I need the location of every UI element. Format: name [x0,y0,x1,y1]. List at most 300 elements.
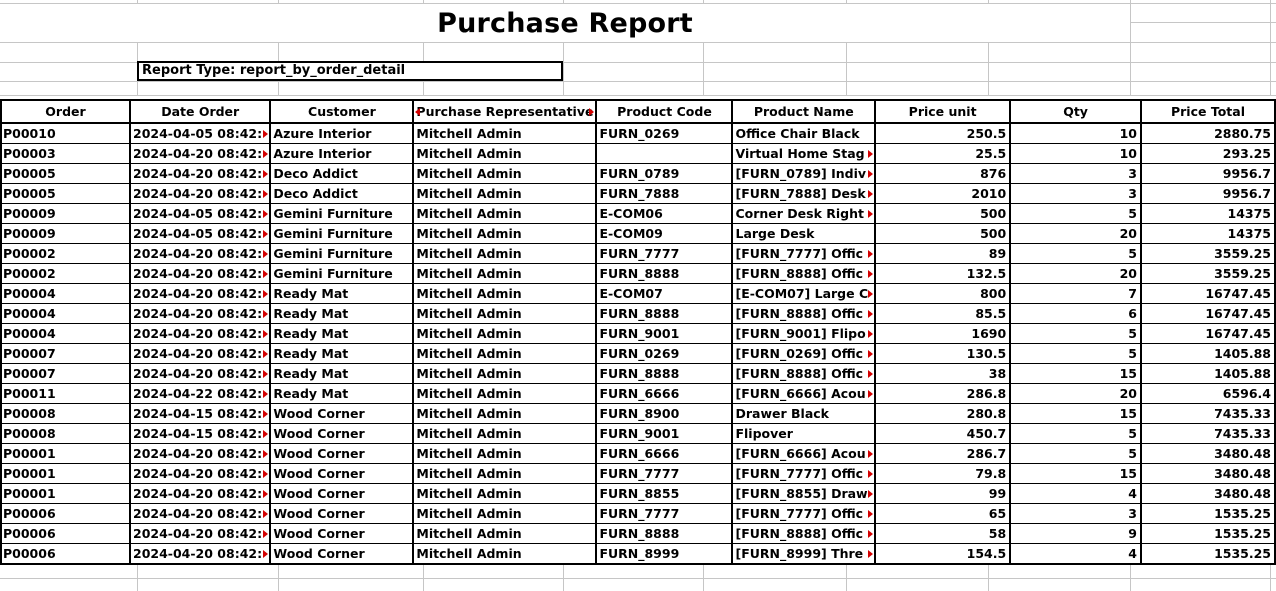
gridline [988,563,989,591]
cell-price-total[interactable]: 2880.75 [1141,123,1275,144]
cell-product-code[interactable]: FURN_6666 [596,384,732,404]
gridline [0,81,1276,82]
cell-qty[interactable]: 20 [1010,224,1141,244]
report-type-label: Report Type: report_by_order_detail [142,63,406,78]
table-row [1,123,1275,144]
cell-product-name[interactable]: [FURN_8855] Draw [732,484,875,504]
overflow-right-icon [868,310,873,318]
cell-price-total[interactable]: 3480.48 [1141,464,1275,484]
cell-price-total[interactable]: 7435.33 [1141,404,1275,424]
cell-order[interactable]: P00009 [1,204,130,224]
cell-order[interactable]: P00002 [1,264,130,284]
cell-price-total[interactable]: 16747.45 [1141,304,1275,324]
overflow-right-icon [263,550,268,558]
cell-purchase-representative[interactable]: Mitchell Admin [413,324,596,344]
cell-product-code[interactable]: FURN_8888 [596,264,732,284]
cell-price-unit[interactable]: 58 [875,524,1010,544]
overflow-right-icon [868,170,873,178]
overflow-right-icon [263,290,268,298]
cell-price-unit[interactable]: 25.5 [875,144,1010,164]
cell-order[interactable]: P00008 [1,404,130,424]
cell-price-total[interactable]: 9956.7 [1141,164,1275,184]
cell-product-code[interactable]: FURN_7777 [596,464,732,484]
overflow-left-icon [415,108,420,116]
cell-product-code[interactable]: FURN_8900 [596,404,732,424]
cell-product-name[interactable]: [FURN_8888] Offic [732,524,875,544]
overflow-right-icon [263,430,268,438]
header-price-unit[interactable]: Price unit [875,100,1010,123]
cell-price-total[interactable]: 1535.25 [1141,544,1275,565]
cell-price-total[interactable]: 3559.25 [1141,264,1275,284]
cell-customer[interactable]: Gemini Furniture [270,224,413,244]
gridline [703,0,704,3]
cell-product-name[interactable]: Virtual Home Stag [732,144,875,164]
cell-qty[interactable]: 5 [1010,444,1141,464]
cell-order[interactable]: P00010 [1,123,130,144]
cell-qty[interactable]: 9 [1010,524,1141,544]
cell-product-name[interactable]: [FURN_7888] Desk [732,184,875,204]
cell-qty[interactable]: 3 [1010,184,1141,204]
header-product-name[interactable]: Product Name [732,100,875,123]
cell-price-unit[interactable]: 500 [875,204,1010,224]
table-row [1,444,1275,464]
cell-customer[interactable]: Gemini Furniture [270,244,413,264]
cell-purchase-representative[interactable]: Mitchell Admin [413,364,596,384]
gridline [988,42,989,95]
cell-qty[interactable]: 3 [1010,164,1141,184]
table-row [1,524,1275,544]
cell-order[interactable]: P00004 [1,304,130,324]
gridline [278,0,279,3]
cell-product-code[interactable]: FURN_0269 [596,344,732,364]
overflow-right-icon [263,490,268,498]
report-title-cell[interactable]: Purchase Report [437,8,693,39]
cell-price-unit[interactable]: 876 [875,164,1010,184]
cell-product-code[interactable] [596,144,732,164]
overflow-right-icon [263,370,268,378]
cell-price-total[interactable]: 7435.33 [1141,424,1275,444]
gridline [0,95,1276,96]
cell-order[interactable]: P00002 [1,244,130,264]
overflow-right-icon [868,290,873,298]
cell-product-name[interactable]: [FURN_7777] Offic [732,244,875,264]
overflow-right-icon [868,390,873,398]
cell-price-total[interactable]: 14375 [1141,204,1275,224]
table-row [1,384,1275,404]
gridline [278,563,279,591]
table-row [1,424,1275,444]
cell-product-name[interactable]: Large Desk [732,224,875,244]
cell-purchase-representative[interactable]: Mitchell Admin [413,524,596,544]
cell-product-name[interactable]: [FURN_0789] Indiv [732,164,875,184]
overflow-right-icon [868,250,873,258]
cell-price-total[interactable]: 3559.25 [1141,244,1275,264]
gridline [846,42,847,95]
cell-qty[interactable]: 6 [1010,304,1141,324]
cell-qty[interactable]: 5 [1010,324,1141,344]
cell-price-total[interactable]: 6596.4 [1141,384,1275,404]
cell-product-name[interactable]: [FURN_8888] Offic [732,264,875,284]
gridline [423,0,424,3]
cell-price-unit[interactable]: 250.5 [875,123,1010,144]
cell-purchase-representative[interactable]: Mitchell Admin [413,264,596,284]
cell-qty[interactable]: 20 [1010,264,1141,284]
header-product-code[interactable]: Product Code [596,100,732,123]
cell-date-order[interactable]: 2024-04-20 08:42: [130,284,270,304]
cell-product-code[interactable]: FURN_7777 [596,244,732,264]
cell-customer[interactable]: Wood Corner [270,404,413,424]
gridline [137,0,138,3]
cell-date-order[interactable]: 2024-04-20 08:42: [130,544,270,565]
cell-price-unit[interactable]: 286.8 [875,384,1010,404]
overflow-right-icon [263,250,268,258]
cell-product-code[interactable]: FURN_0789 [596,164,732,184]
cell-qty[interactable]: 20 [1010,384,1141,404]
overflow-right-icon [868,510,873,518]
table-row [1,224,1275,244]
cell-product-code[interactable]: E-COM06 [596,204,732,224]
cell-product-code[interactable]: FURN_6666 [596,444,732,464]
cell-price-unit[interactable]: 154.5 [875,544,1010,565]
cell-price-total[interactable]: 1405.88 [1141,364,1275,384]
cell-date-order[interactable]: 2024-04-20 08:42: [130,364,270,384]
cell-customer[interactable]: Azure Interior [270,144,413,164]
header-date-order[interactable]: Date Order [130,100,270,123]
report-type-cell[interactable] [137,61,563,81]
cell-order[interactable]: P00008 [1,424,130,444]
cell-date-order[interactable]: 2024-04-20 08:42: [130,464,270,484]
cell-product-name[interactable]: Corner Desk Right [732,204,875,224]
cell-purchase-representative[interactable]: Mitchell Admin [413,464,596,484]
cell-purchase-representative[interactable]: Mitchell Admin [413,444,596,464]
cell-purchase-representative[interactable]: Mitchell Admin [413,484,596,504]
cell-purchase-representative[interactable]: Mitchell Admin [413,224,596,244]
cell-price-unit[interactable]: 79.8 [875,464,1010,484]
cell-price-unit[interactable]: 286.7 [875,444,1010,464]
cell-purchase-representative[interactable]: Mitchell Admin [413,404,596,424]
cell-date-order[interactable]: 2024-04-15 08:42: [130,424,270,444]
cell-date-order[interactable]: 2024-04-20 08:42: [130,444,270,464]
header-purchase-representative[interactable] [413,100,596,123]
cell-order[interactable]: P00006 [1,524,130,544]
cell-purchase-representative[interactable]: Mitchell Admin [413,384,596,404]
gridline [1270,563,1271,591]
cell-price-total[interactable]: 9956.7 [1141,184,1275,204]
overflow-right-icon [263,530,268,538]
cell-qty[interactable]: 10 [1010,144,1141,164]
cell-customer[interactable]: Ready Mat [270,304,413,324]
cell-date-order[interactable]: 2024-04-20 08:42: [130,504,270,524]
header-order[interactable]: Order [1,100,130,123]
cell-qty[interactable]: 5 [1010,244,1141,264]
cell-date-order[interactable]: 2024-04-20 08:42: [130,164,270,184]
cell-customer[interactable]: Wood Corner [270,424,413,444]
cell-product-name[interactable]: [E-COM07] Large C [732,284,875,304]
overflow-right-icon [868,350,873,358]
cell-product-code[interactable]: FURN_9001 [596,424,732,444]
cell-product-name[interactable]: [FURN_6666] Acou [732,444,875,464]
cell-product-name[interactable]: [FURN_9001] Flipo [732,324,875,344]
cell-price-unit[interactable]: 99 [875,484,1010,504]
cell-qty[interactable]: 10 [1010,123,1141,144]
table-row [1,484,1275,504]
cell-order[interactable]: P00001 [1,484,130,504]
cell-purchase-representative[interactable]: Mitchell Admin [413,304,596,324]
cell-date-order[interactable]: 2024-04-20 08:42: [130,484,270,504]
cell-product-code[interactable]: E-COM09 [596,224,732,244]
table-row [1,244,1275,264]
overflow-right-icon [868,330,873,338]
gridline [1130,22,1276,23]
cell-product-code[interactable]: FURN_9001 [596,324,732,344]
cell-customer[interactable]: Wood Corner [270,484,413,504]
cell-date-order[interactable]: 2024-04-05 08:42: [130,123,270,144]
gridline [423,563,424,591]
table-row [1,404,1275,424]
gridline [846,0,847,3]
cell-date-order[interactable]: 2024-04-22 08:42: [130,384,270,404]
overflow-right-icon [868,470,873,478]
overflow-right-icon [263,410,268,418]
cell-purchase-representative[interactable]: Mitchell Admin [413,544,596,565]
table-row [1,344,1275,364]
cell-customer[interactable]: Azure Interior [270,123,413,144]
cell-product-name[interactable]: [FURN_6666] Acou [732,384,875,404]
cell-qty[interactable]: 5 [1010,424,1141,444]
cell-price-total[interactable]: 14375 [1141,224,1275,244]
cell-product-code[interactable]: FURN_8888 [596,364,732,384]
cell-product-code[interactable]: FURN_8888 [596,304,732,324]
overflow-right-icon [263,170,268,178]
cell-date-order[interactable]: 2024-04-05 08:42: [130,224,270,244]
table-row [1,284,1275,304]
gridline [0,578,1276,579]
header-row [1,100,1275,123]
overflow-right-icon [868,190,873,198]
cell-price-unit[interactable]: 65 [875,504,1010,524]
cell-price-total[interactable]: 16747.45 [1141,324,1275,344]
cell-purchase-representative[interactable]: Mitchell Admin [413,144,596,164]
cell-price-unit[interactable]: 89 [875,244,1010,264]
cell-product-name[interactable]: [FURN_0269] Offic [732,344,875,364]
cell-price-unit[interactable]: 85.5 [875,304,1010,324]
cell-purchase-representative[interactable]: Mitchell Admin [413,204,596,224]
gridline [988,0,989,3]
cell-product-name[interactable]: [FURN_8999] Thre [732,544,875,565]
gridline [703,42,704,95]
cell-qty[interactable]: 15 [1010,404,1141,424]
cell-date-order[interactable]: 2024-04-20 08:42: [130,524,270,544]
cell-date-order[interactable]: 2024-04-20 08:42: [130,244,270,264]
cell-order[interactable]: P00007 [1,344,130,364]
cell-customer[interactable]: Deco Addict [270,184,413,204]
cell-purchase-representative[interactable]: Mitchell Admin [413,344,596,364]
cell-qty[interactable]: 15 [1010,364,1141,384]
cell-purchase-representative[interactable]: Mitchell Admin [413,284,596,304]
overflow-right-icon [263,310,268,318]
cell-price-total[interactable]: 3480.48 [1141,444,1275,464]
cell-customer[interactable]: Deco Addict [270,164,413,184]
overflow-right-icon [868,150,873,158]
cell-order[interactable]: P00001 [1,444,130,464]
cell-product-name[interactable]: Flipover [732,424,875,444]
cell-order[interactable]: P00009 [1,224,130,244]
cell-price-unit[interactable]: 38 [875,364,1010,384]
cell-customer[interactable]: Ready Mat [270,344,413,364]
gridline [1130,42,1131,95]
gridline [1130,563,1131,591]
cell-price-unit[interactable]: 450.7 [875,424,1010,444]
cell-price-total[interactable]: 1535.25 [1141,504,1275,524]
cell-order[interactable]: P00003 [1,144,130,164]
cell-date-order[interactable]: 2024-04-20 08:42: [130,324,270,344]
overflow-right-icon [868,270,873,278]
cell-price-total[interactable]: 293.25 [1141,144,1275,164]
overflow-right-icon [263,390,268,398]
cell-order[interactable]: P00005 [1,164,130,184]
overflow-right-icon [868,490,873,498]
cell-customer[interactable]: Wood Corner [270,544,413,565]
cell-qty[interactable]: 7 [1010,284,1141,304]
table-row [1,204,1275,224]
gridline [0,42,1276,43]
overflow-right-icon [263,270,268,278]
cell-order[interactable]: P00011 [1,384,130,404]
cell-product-name[interactable]: Drawer Black [732,404,875,424]
overflow-right-icon [263,210,268,218]
table-row [1,144,1275,164]
cell-customer[interactable]: Gemini Furniture [270,264,413,284]
cell-price-unit[interactable]: 132.5 [875,264,1010,284]
cell-product-code[interactable]: FURN_7888 [596,184,732,204]
cell-product-code[interactable]: FURN_8888 [596,524,732,544]
table-row [1,184,1275,204]
cell-qty[interactable]: 3 [1010,504,1141,524]
cell-qty[interactable]: 5 [1010,344,1141,364]
cell-qty[interactable]: 15 [1010,464,1141,484]
header-qty[interactable]: Qty [1010,100,1141,123]
cell-product-code[interactable]: FURN_0269 [596,123,732,144]
cell-qty[interactable]: 4 [1010,544,1141,565]
cell-product-code[interactable]: FURN_8999 [596,544,732,565]
cell-customer[interactable]: Wood Corner [270,524,413,544]
gridline [1130,3,1131,42]
cell-order[interactable]: P00004 [1,324,130,344]
overflow-right-icon [868,370,873,378]
table-row [1,504,1275,524]
gridline [1270,3,1271,42]
cell-customer[interactable]: Ready Mat [270,324,413,344]
cell-price-total[interactable]: 3480.48 [1141,484,1275,504]
gridline [563,0,564,3]
cell-qty[interactable]: 5 [1010,204,1141,224]
overflow-right-icon [263,350,268,358]
overflow-right-icon [263,190,268,198]
cell-customer[interactable]: Wood Corner [270,504,413,524]
header-price-total[interactable]: Price Total [1141,100,1275,123]
overflow-right-icon [263,450,268,458]
gridline [1270,42,1271,95]
cell-purchase-representative[interactable]: Mitchell Admin [413,504,596,524]
cell-order[interactable]: P00005 [1,184,130,204]
table-row [1,544,1275,565]
cell-customer[interactable]: Ready Mat [270,284,413,304]
overflow-right-icon [263,130,268,138]
cell-date-order[interactable]: 2024-04-20 08:42: [130,304,270,324]
cell-price-total[interactable]: 1405.88 [1141,344,1275,364]
cell-product-code[interactable]: E-COM07 [596,284,732,304]
gridline [563,42,564,95]
cell-product-name[interactable]: [FURN_7777] Offic [732,504,875,524]
gridline [563,563,564,591]
cell-purchase-representative[interactable]: Mitchell Admin [413,424,596,444]
cell-order[interactable]: P00006 [1,544,130,565]
cell-order[interactable]: P00006 [1,504,130,524]
cell-price-unit[interactable]: 130.5 [875,344,1010,364]
gridline [846,563,847,591]
table-row [1,324,1275,344]
overflow-right-icon [263,510,268,518]
cell-date-order[interactable]: 2024-04-15 08:42: [130,404,270,424]
cell-date-order[interactable]: 2024-04-05 08:42: [130,204,270,224]
overflow-right-icon [263,150,268,158]
cell-customer[interactable]: Wood Corner [270,464,413,484]
cell-order[interactable]: P00001 [1,464,130,484]
overflow-right-icon [868,450,873,458]
cell-purchase-representative[interactable]: Mitchell Admin [413,123,596,144]
cell-price-unit[interactable]: 500 [875,224,1010,244]
cell-customer[interactable]: Ready Mat [270,384,413,404]
cell-purchase-representative[interactable]: Mitchell Admin [413,184,596,204]
cell-product-name[interactable]: [FURN_8888] Offic [732,364,875,384]
cell-purchase-representative[interactable]: Mitchell Admin [413,164,596,184]
gridline [137,563,138,591]
cell-qty[interactable]: 4 [1010,484,1141,504]
table-row [1,164,1275,184]
header-customer[interactable]: Customer [270,100,413,123]
cell-product-name[interactable]: [FURN_7777] Offic [732,464,875,484]
cell-price-unit[interactable]: 1690 [875,324,1010,344]
cell-purchase-representative[interactable]: Mitchell Admin [413,244,596,264]
cell-price-total[interactable]: 1535.25 [1141,524,1275,544]
cell-product-code[interactable]: FURN_8855 [596,484,732,504]
gridline [0,3,1276,4]
cell-price-unit[interactable]: 2010 [875,184,1010,204]
cell-product-name[interactable]: Office Chair Black [732,123,875,144]
overflow-right-icon [868,530,873,538]
cell-date-order[interactable]: 2024-04-20 08:42: [130,184,270,204]
cell-order[interactable]: P00007 [1,364,130,384]
table-row [1,364,1275,384]
purchase-table [0,99,1276,565]
cell-customer[interactable]: Ready Mat [270,364,413,384]
cell-customer[interactable]: Gemini Furniture [270,204,413,224]
cell-price-total[interactable]: 16747.45 [1141,284,1275,304]
overflow-right-icon [868,550,873,558]
table-row [1,304,1275,324]
purchase-table-body [1,123,1275,564]
cell-order[interactable]: P00004 [1,284,130,304]
cell-product-code[interactable]: FURN_7777 [596,504,732,524]
cell-product-name[interactable]: [FURN_8888] Offic [732,304,875,324]
cell-customer[interactable]: Wood Corner [270,444,413,464]
cell-date-order[interactable]: 2024-04-20 08:42: [130,144,270,164]
cell-price-unit[interactable]: 280.8 [875,404,1010,424]
gridline [703,563,704,591]
cell-date-order[interactable]: 2024-04-20 08:42: [130,344,270,364]
cell-date-order[interactable]: 2024-04-20 08:42: [130,264,270,284]
cell-price-unit[interactable]: 800 [875,284,1010,304]
